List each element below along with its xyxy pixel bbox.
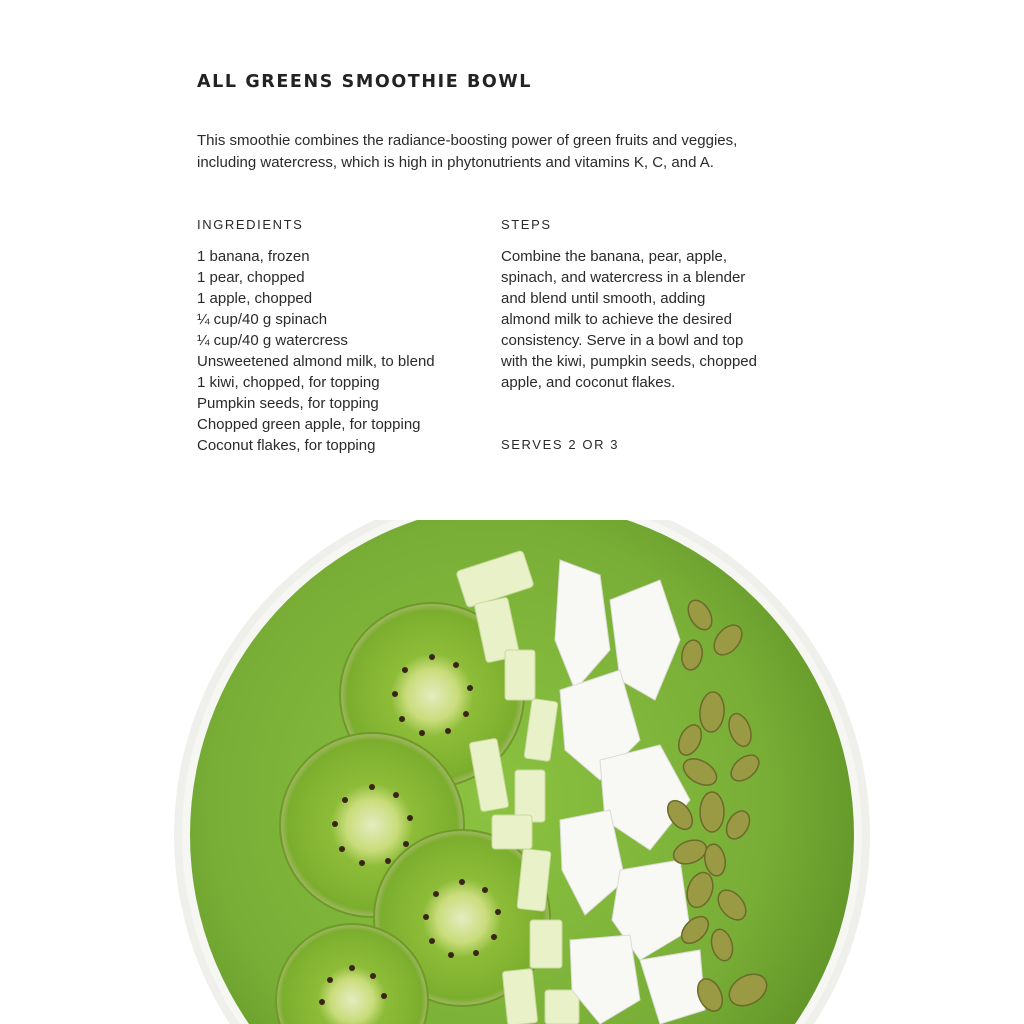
serves-label: SERVES 2 OR 3 (501, 437, 620, 452)
ingredient-item: Unsweetened almond milk, to blend (197, 353, 435, 370)
step-line: with the kiwi, pumpkin seeds, chopped (501, 353, 757, 370)
intro-line: This smoothie combines the radiance-boosting power of green fruits and veggies, (197, 132, 738, 149)
step-line: spinach, and watercress in a blender (501, 269, 746, 286)
ingredients-list (197, 246, 487, 456)
step-line: Combine the banana, pear, apple, (501, 248, 728, 265)
intro-line: including watercress, which is high in phytonutrients and vitamins K, C, and A. (197, 154, 714, 171)
step-line: apple, and coconut flakes. (501, 374, 676, 391)
ingredient-item: Chopped green apple, for topping (197, 416, 421, 433)
ingredient-item: Coconut flakes, for topping (197, 437, 376, 454)
ingredient-item: 1 pear, chopped (197, 269, 305, 286)
step-line: almond milk to achieve the desired (501, 311, 732, 328)
steps-text (501, 246, 801, 393)
smoothie-bowl-photo (0, 520, 1024, 1024)
ingredient-item: 1 kiwi, chopped, for topping (197, 374, 380, 391)
ingredient-item: Pumpkin seeds, for topping (197, 395, 379, 412)
ingredient-item: 1 apple, chopped (197, 290, 313, 307)
ingredients-heading: INGREDIENTS (197, 217, 304, 232)
recipe-title: ALL GREENS SMOOTHIE BOWL (197, 72, 533, 92)
step-line: and blend until smooth, adding (501, 290, 706, 307)
ingredient-item: ¼ cup/40 g watercress (197, 332, 348, 349)
steps-heading: STEPS (501, 217, 552, 232)
ingredient-item: ¼ cup/40 g spinach (197, 311, 328, 328)
recipe-intro (197, 130, 797, 174)
ingredient-item: 1 banana, frozen (197, 248, 310, 265)
step-line: consistency. Serve in a bowl and top (501, 332, 744, 349)
